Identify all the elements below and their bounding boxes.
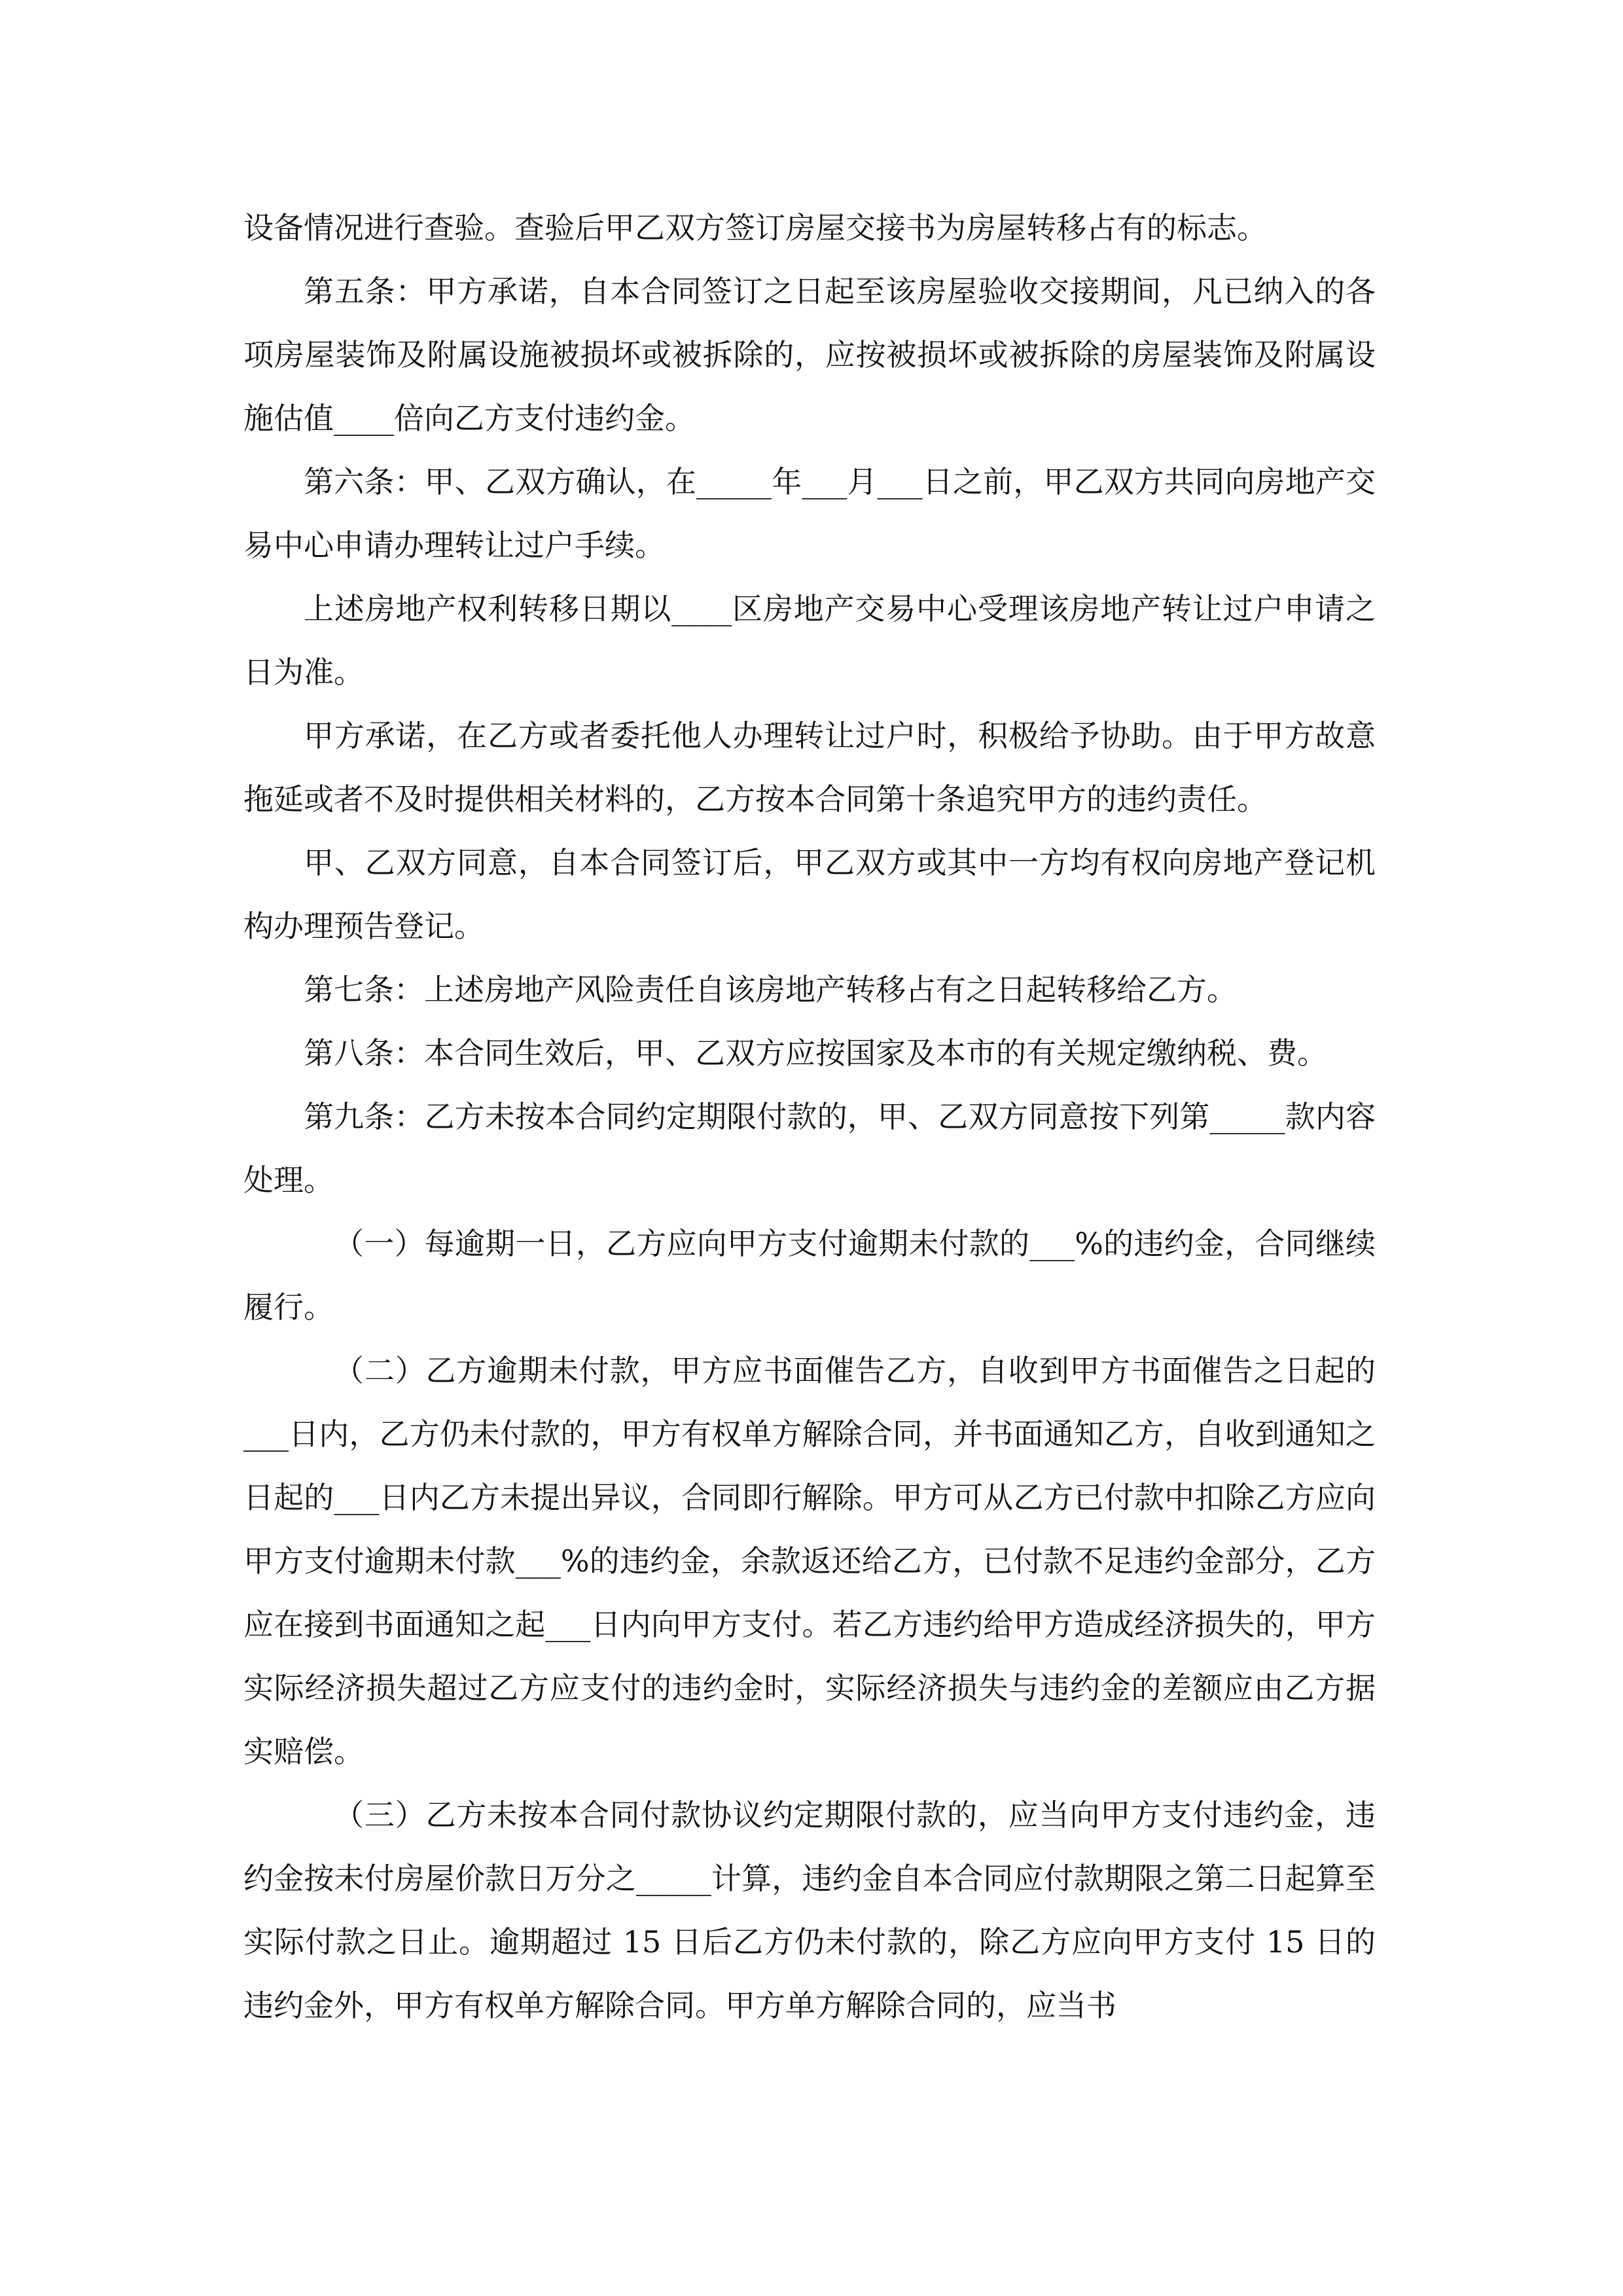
clause-6-advance-registration: 甲、乙双方同意，自本合同签订后，甲乙双方或其中一方均有权向房地产登记机构办理预告登记。 — [243, 845, 1376, 944]
clause-5: 第五条：甲方承诺，自本合同签订之日起至该房屋验收交接期间，凡已纳入的各项房屋装饰及附属设施被损坏或被拆除的，应按被损坏或被拆除的房屋装饰及附属设施估值____倍向乙方支付违约金。 — [243, 274, 1376, 436]
clause-9: 第九条：乙方未按本合同约定期限付款的，甲、乙双方同意按下列第_____款内容处理。 — [243, 1099, 1376, 1198]
clause-6-transfer-date: 上述房地产权利转移日期以____区房地产交易中心受理该房地产转让过户申请之日为准。 — [243, 591, 1376, 690]
paragraph-continuation: 设备情况进行查验。查验后甲乙双方签订房屋交接书为房屋转移占有的标志。 — [243, 210, 1267, 245]
clause-7: 第七条：上述房地产风险责任自该房地产转移占有之日起转移给乙方。 — [304, 972, 1237, 1007]
clause-6-seller-assistance: 甲方承诺，在乙方或者委托他人办理转让过户时，积极给予协助。由于甲方故意拖延或者不及时提供相关材料的，乙方按本合同第十条追究甲方的违约责任。 — [243, 718, 1376, 817]
clause-9-item-3: （三）乙方未按本合同付款协议约定期限付款的，应当向甲方支付违约金，违约金按未付房屋价款日万分之_____计算，违约金自本合同应付款期限之第二日起算至实际付款之日止。逾期超过 15 日后乙方仍未付款的，除乙方应向甲方支付 15 日的违约金外，甲方有权单方解除合同。甲方单方解除合同的，应当书 — [243, 1797, 1376, 2023]
clause-9-item-1: （一）每逾期一日，乙方应向甲方支付逾期未付款的___%的违约金，合同继续履行。 — [243, 1226, 1376, 1325]
clause-6: 第六条：甲、乙双方确认，在_____年___月___日之前，甲乙双方共同向房地产交易中心申请办理转让过户手续。 — [243, 464, 1376, 563]
clause-8: 第八条：本合同生效后，甲、乙双方应按国家及本市的有关规定缴纳税、费。 — [304, 1035, 1327, 1071]
clause-9-item-2: （二）乙方逾期未付款，甲方应书面催告乙方，自收到甲方书面催告之日起的___日内，乙方仍未付款的，甲方有权单方解除合同，并书面通知乙方，自收到通知之日起的___日内乙方未提出异议，合同即行解除。甲方可从乙方已付款中扣除乙方应向甲方支付逾期未付款___%的违约金，余款返还给乙方，已付款不足违约金部分，乙方应在接到书面通知之起___日内向甲方支付。若乙方违约给甲方造成经济损失的，甲方实际经济损失超过乙方应支付的违约金时，实际经济损失与违约金的差额应由乙方据实赔偿。 — [243, 1353, 1376, 1769]
document-body — [243, 196, 1376, 2037]
